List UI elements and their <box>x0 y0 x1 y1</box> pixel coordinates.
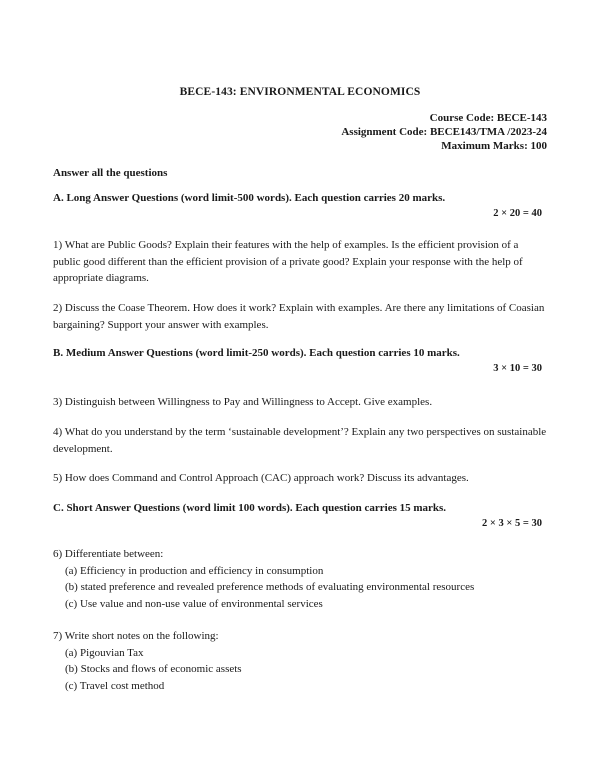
question-6-item-b: (b) stated preference and revealed preference methods of evaluating environmental resources <box>65 581 475 593</box>
question-6-item-c: (c) Use value and non-use value of environmental services <box>65 597 323 610</box>
document-title: BECE-143: ENVIRONMENTAL ECONOMICS <box>179 86 421 98</box>
section-c-heading: C. Short Answer Questions (word limit 100 words). Each question carries 15 marks. <box>53 502 447 514</box>
section-b-marks: 3 × 10 = 30 <box>493 363 542 374</box>
codes-block <box>341 111 547 153</box>
question-4: 4) What do you understand by the term ‘sustainable development’? Explain any two perspectives on sustainable development. <box>53 426 547 455</box>
question-7-item-b: (b) Stocks and flows of economic assets <box>65 663 242 675</box>
question-7-item-a: (a) Pigouvian Tax <box>65 646 144 659</box>
question-7-item-c: (c) Travel cost method <box>65 679 165 692</box>
section-b-heading: B. Medium Answer Questions (word limit-250 words). Each question carries 10 marks. <box>53 347 460 359</box>
instruction: Answer all the questions <box>53 167 168 179</box>
question-5: 5) How does Command and Control Approach (CAC) approach work? Discuss its advantages. <box>53 472 469 484</box>
question-3: 3) Distinguish between Willingness to Pay and Willingness to Accept. Give examples. <box>53 396 433 408</box>
section-a-marks: 2 × 20 = 40 <box>493 208 542 219</box>
question-6 <box>53 546 547 612</box>
question-7-stem: 7) Write short notes on the following: <box>53 630 219 642</box>
question-1: 1) What are Public Goods? Explain their features with the help of examples. Is the efficient provision of a public good different than the efficient provision of a private good? Explain your response with the help of appropriate diagrams. <box>53 239 523 284</box>
section-a-heading: A. Long Answer Questions (word limit-500 words). Each question carries 20 marks. <box>53 192 446 204</box>
assignment-code: Assignment Code: BECE143/TMA /2023-24 <box>341 126 547 138</box>
section-c-marks: 2 × 3 × 5 = 30 <box>482 518 542 529</box>
question-2: 2) Discuss the Coase Theorem. How does it work? Explain with examples. Are there any limitations of Coasian bargaining? Support your answer with examples. <box>53 302 545 331</box>
maximum-marks: Maximum Marks: 100 <box>441 140 547 152</box>
question-6-stem: 6) Differentiate between: <box>53 548 164 560</box>
course-code: Course Code: BECE-143 <box>429 112 547 124</box>
question-6-item-a: (a) Efficiency in production and efficiency in consumption <box>65 564 324 577</box>
question-7 <box>53 628 547 694</box>
